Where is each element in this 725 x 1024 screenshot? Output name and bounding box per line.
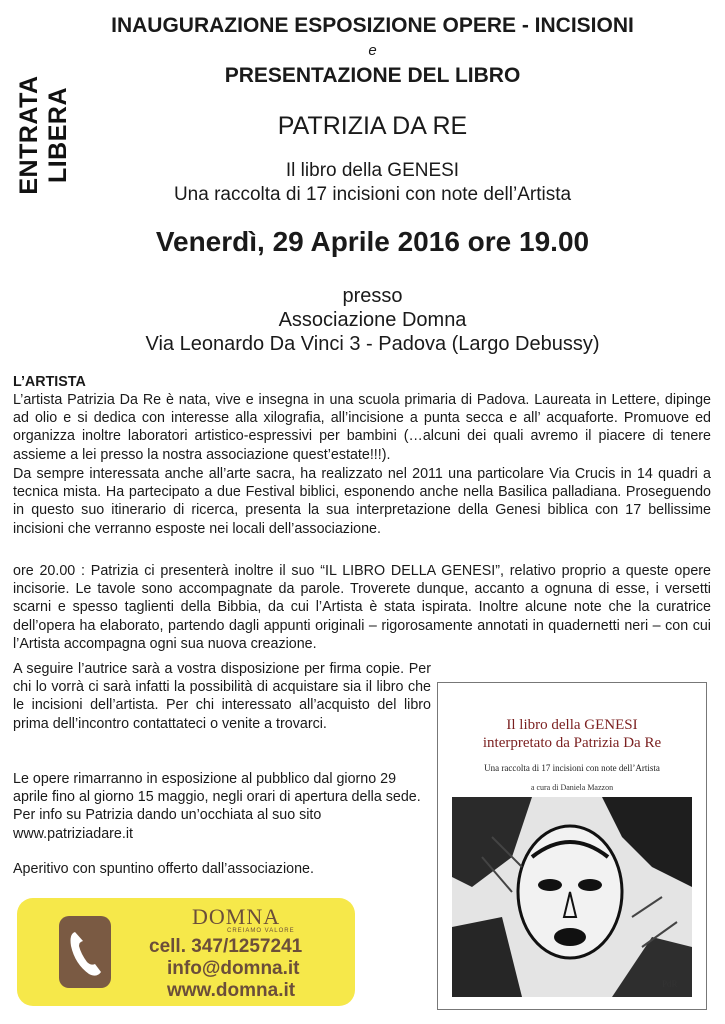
domna-tagline: CREIAMO VALORE xyxy=(227,928,295,934)
presso-label: presso xyxy=(342,285,403,307)
cover-title-line2: interpretato da Patrizia Da Re xyxy=(482,735,662,751)
cover-subtitle: Una raccolta di 17 incisioni con note dell’Artista xyxy=(484,763,660,773)
svg-text:PdR: PdR xyxy=(662,979,678,989)
signing-paragraph: A seguire l’autrice sarà a vostra disposizione per firma copie. Per chi lo vorrà ci sarà infatti la possibilità di acquistare sia il libro che le incisioni dell’artista. Per chi interessato all’acquisto del libro prima dell’incontro contattateci o venite a trovarci. xyxy=(13,661,431,732)
engraving-illustration xyxy=(452,797,692,997)
venue-address: Via Leonardo Da Vinci 3 - Padova (Largo Debussy) xyxy=(145,333,600,355)
presentation-paragraph: ore 20.00 : Patrizia ci presenterà inoltre il suo “IL LIBRO DELLA GENESI”, relativo proprio a queste opere incisorie. Le tavole sono accompagnate da parole. Troverete dunque, accanto a ognuna di esse, i versetti scarni e spesso taglienti della Bibbia, da cui l’Artista è stata ispirata. Inoltre alcune note che la curatrice dell’opera ha elaborato, partendo dagli appunti originali – rigorosamente annotati in quadernetti neri – con cui l’Artista accompagna ogni sua nuova creazione. xyxy=(13,563,711,652)
artist-paragraph-1: L’artista Patrizia Da Re è nata, vive e insegna in una scuola primaria di Padova. Laureata in Lettere, dipinge ad olio e si dedica con interesse alla xilografia, all’incisione a punta secca e all’ acquaforte. Promuove ed organizza inoltre laboratori artistico-espressivi per bambini (…alcuni dei quali avremo il piacere di tenere assieme a lei presso la nostra associazione quest’estate!!!). xyxy=(13,392,711,463)
event-date: Venerdì, 29 Aprile 2016 ore 19.00 xyxy=(155,226,590,257)
contact-banner xyxy=(17,898,355,1006)
artist-name: PATRIZIA DA RE xyxy=(277,112,468,140)
event-subtitle: PRESENTAZIONE DEL LIBRO xyxy=(224,64,521,87)
book-title: Il libro della GENESI xyxy=(285,160,460,181)
event-title: INAUGURAZIONE ESPOSIZIONE OPERE - INCISIONI xyxy=(111,14,634,37)
contact-email[interactable]: info@domna.it xyxy=(167,958,300,979)
cover-title-line1: Il libro della GENESI xyxy=(506,717,638,733)
domna-logo: DOMNA xyxy=(192,904,281,929)
artist-heading: L’ARTISTA xyxy=(13,374,86,390)
artist-paragraph-2: Da sempre interessata anche all’arte sacra, ha realizzato nel 2011 una particolare Via Crucis in 14 quadri a tecnica mista. Ha partecipato a due Festival biblici, esponendo anche nella Basilica palladiana. Proseguendo in questo suo itinerario di ricerca, presenta la sua interpretazione della Genesi biblica con 17 bellissime incisioni che verranno esposte nei locali dell’associazione. xyxy=(13,466,711,537)
venue-name: Associazione Domna xyxy=(278,309,467,331)
exhibition-paragraph: Le opere rimarranno in esposizione al pubblico dal giorno 29 aprile fino al giorno 15 maggio, negli orari di apertura della sede. Per info su Patrizia dando un’occhiata al suo sito www.patriziadare.it xyxy=(13,771,421,842)
aperitivo-note: Aperitivo con spuntino offerto dall’associazione. xyxy=(13,861,314,877)
book-cover-image xyxy=(437,682,707,1010)
phone-icon xyxy=(59,916,111,988)
cover-editor: a cura di Daniela Mazzon xyxy=(530,783,614,792)
title-connector: e xyxy=(368,42,377,59)
free-entry-label: ENTRATA LIBERA xyxy=(15,75,72,195)
contact-website[interactable]: www.domna.it xyxy=(167,980,296,1001)
contact-phone: cell. 347/1257241 xyxy=(149,936,303,957)
book-subtitle: Una raccolta di 17 incisioni con note dell’Artista xyxy=(173,184,572,205)
